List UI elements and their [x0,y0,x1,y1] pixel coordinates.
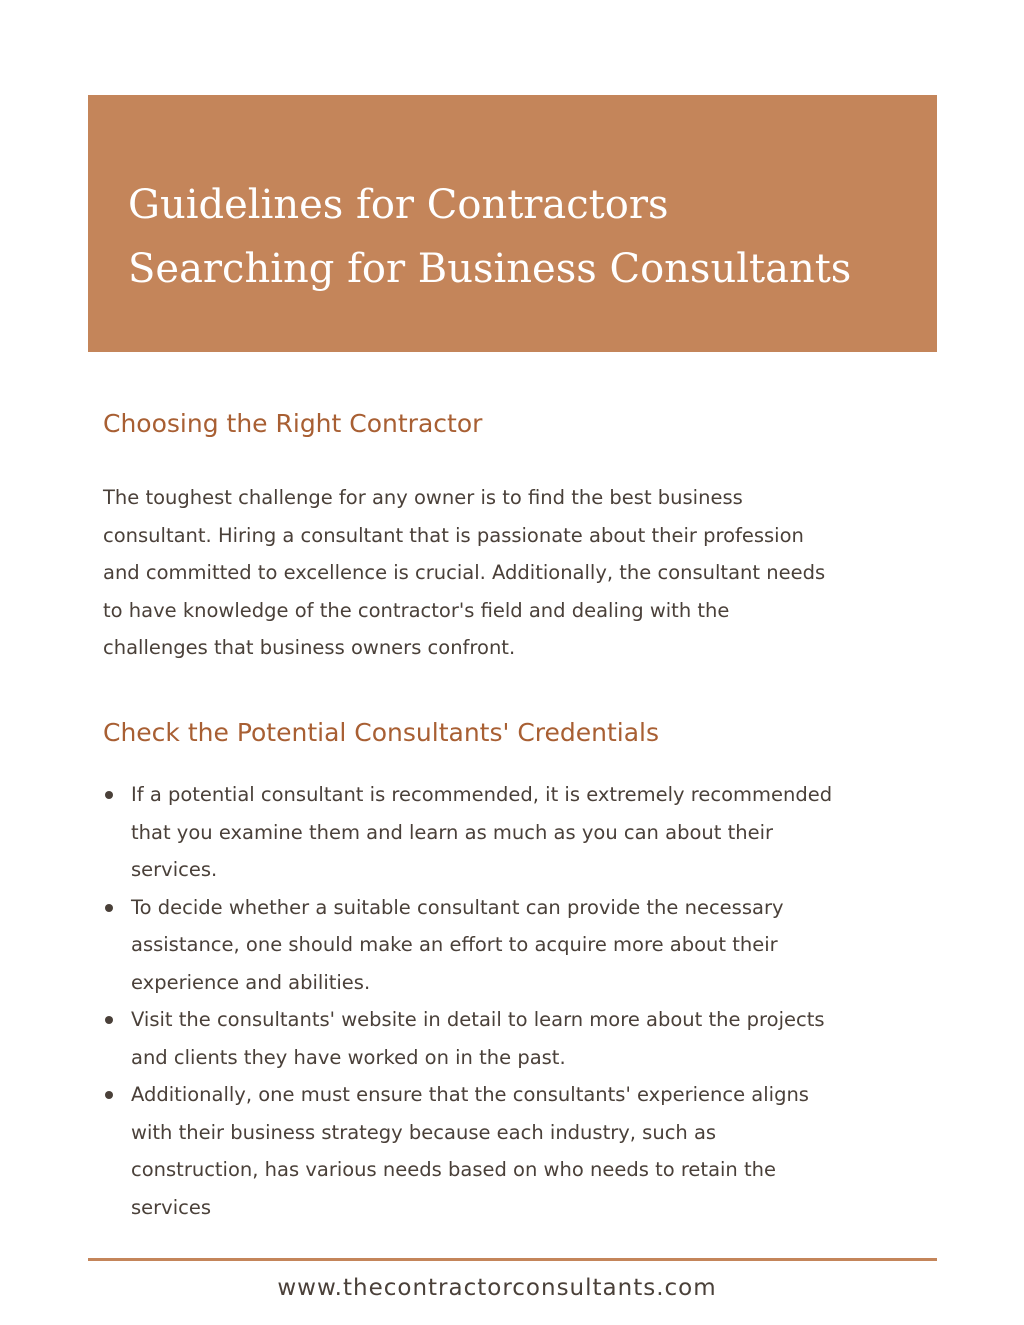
footer-website-url: www.thecontractorconsultants.com [277,1275,717,1301]
paragraph-line: consultant. Hiring a consultant that is passionate about their profession [103,523,804,547]
bullet-dot-icon [105,1016,113,1024]
footer-divider [88,1258,937,1261]
paragraph-line: The toughest challenge for any owner is to find the best business [103,486,743,509]
paragraph-line: challenges that business owners confront. [103,636,516,659]
paragraph-line: and committed to excellence is crucial. Additionally, the consultant needs [103,561,826,584]
list-item-line: that you examine them and learn as much as you can about their [131,820,774,844]
list-item [103,776,933,889]
list-item [103,889,933,1002]
list-item-line: services [131,1195,212,1219]
list-item [103,1076,933,1226]
list-item [103,1001,933,1076]
page-title-line-2: Searching for Business Consultants [128,246,852,292]
list-item-line: If a potential consultant is recommended, it is extremely recommended [131,783,833,806]
section-paragraph-choosing [103,479,933,667]
title-banner [88,95,937,352]
credentials-bullet-list [103,776,933,1226]
list-item-line: and clients they have worked on in the past. [131,1045,566,1069]
list-item-line: To decide whether a suitable consultant can provide the necessary [131,895,784,919]
list-item-line: services. [131,858,218,881]
bullet-dot-icon [105,904,113,912]
page-title [128,173,851,301]
bullet-dot-icon [105,791,113,799]
bullet-dot-icon [105,1091,113,1099]
section-heading-credentials: Check the Potential Consultants' Credentials [103,718,660,747]
list-item-line: assistance, one should make an effort to acquire more about their [131,933,778,956]
list-item-line: Visit the consultants' website in detail to learn more about the projects [131,1008,825,1031]
page-title-line-1: Guidelines for Contractors [128,182,669,228]
list-item-line: construction, has various needs based on who needs to retain the [131,1158,776,1181]
list-item-line: with their business strategy because each industry, such as [131,1120,717,1144]
list-item-line: experience and abilities. [131,970,371,994]
list-item-line: Additionally, one must ensure that the consultants' experience aligns [131,1083,809,1106]
section-heading-choosing: Choosing the Right Contractor [103,409,483,438]
paragraph-line: to have knowledge of the contractor's field and dealing with the [103,598,730,622]
